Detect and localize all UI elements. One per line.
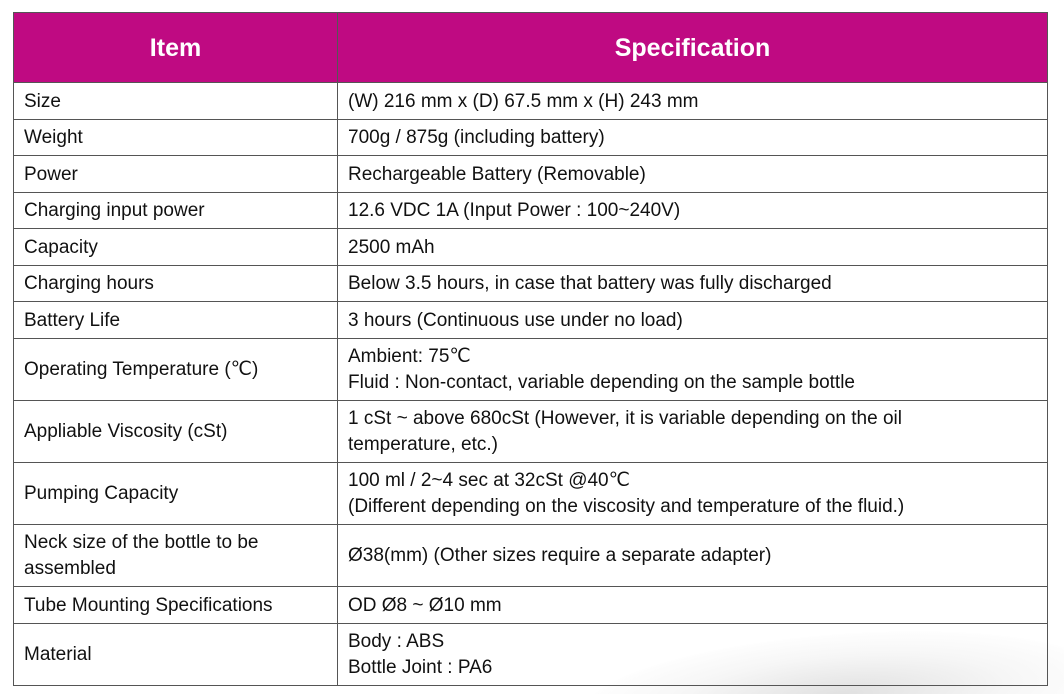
table-row (14, 339, 1048, 401)
header-item: Item (14, 13, 338, 83)
spec-text: Ambient: 75℃ (348, 346, 471, 367)
item-text: Size (24, 90, 61, 112)
item-cell (14, 401, 338, 463)
spec-text: 2500 mAh (348, 236, 435, 258)
spec-text: Fluid : Non-contact, variable depending on the sample bottle (348, 372, 855, 393)
item-text: Operating Temperature (℃) (24, 359, 259, 380)
spec-cell (338, 339, 1048, 401)
spec-cell (338, 525, 1048, 587)
spec-text: Ø38(mm) (Other sizes require a separate adapter) (348, 545, 772, 566)
spec-text: temperature, etc.) (348, 434, 498, 455)
spec-text: 12.6 VDC 1A (Input Power : 100~240V) (348, 200, 681, 221)
table-row (14, 120, 1048, 156)
spec-text: 100 ml / 2~4 sec at 32cSt @40℃ (348, 470, 630, 491)
item-text: Charging input power (24, 200, 205, 221)
table-header-row (14, 13, 1048, 83)
item-cell (14, 302, 338, 339)
item-cell (14, 83, 338, 120)
item-cell (14, 463, 338, 525)
spec-cell (338, 401, 1048, 463)
table-row (14, 587, 1048, 624)
table-row (14, 302, 1048, 339)
table-row (14, 463, 1048, 525)
spec-text: 700g / 875g (including battery) (348, 127, 605, 148)
item-cell (14, 587, 338, 624)
item-text: Power (24, 163, 78, 185)
spec-text: 3 hours (Continuous use under no load) (348, 309, 683, 331)
table-row (14, 401, 1048, 463)
table-row (14, 83, 1048, 120)
item-text: assembled (24, 558, 116, 579)
item-text: Tube Mounting Specifications (24, 594, 273, 616)
spec-text: Bottle Joint : PA6 (348, 657, 493, 678)
item-text: Charging hours (24, 273, 154, 294)
item-cell (14, 624, 338, 686)
spec-text: Rechargeable Battery (Removable) (348, 163, 646, 185)
header-specification: Specification (338, 13, 1048, 83)
item-cell (14, 266, 338, 302)
table-row (14, 624, 1048, 686)
item-text: Neck size of the bottle to be (24, 532, 259, 553)
item-text: Material (24, 644, 92, 665)
item-text: Battery Life (24, 309, 121, 331)
spec-cell (338, 624, 1048, 686)
spec-cell (338, 266, 1048, 302)
spec-text: (Different depending on the viscosity and temperature of the fluid.) (348, 496, 905, 517)
spec-cell (338, 229, 1048, 266)
item-text: Capacity (24, 236, 98, 258)
table-row (14, 266, 1048, 302)
item-text: Pumping Capacity (24, 483, 179, 504)
item-cell (14, 229, 338, 266)
item-cell (14, 193, 338, 229)
table-row (14, 229, 1048, 266)
table-row (14, 193, 1048, 229)
item-text: Weight (24, 127, 83, 148)
spec-text: Body : ABS (348, 631, 445, 652)
spec-cell (338, 193, 1048, 229)
item-text: Appliable Viscosity (cSt) (24, 421, 228, 442)
spec-text: (W) 216 mm x (D) 67.5 mm x (H) 243 mm (348, 90, 699, 112)
spec-cell (338, 302, 1048, 339)
spec-cell (338, 83, 1048, 120)
item-cell (14, 525, 338, 587)
spec-cell (338, 587, 1048, 624)
item-cell (14, 339, 338, 401)
spec-text: OD Ø8 ~ Ø10 mm (348, 594, 502, 616)
item-cell (14, 120, 338, 156)
spec-cell (338, 156, 1048, 193)
specification-table (13, 12, 1048, 686)
spec-cell (338, 463, 1048, 525)
spec-cell (338, 120, 1048, 156)
spec-text: Below 3.5 hours, in case that battery was fully discharged (348, 273, 832, 294)
table-row (14, 156, 1048, 193)
item-cell (14, 156, 338, 193)
table-row (14, 525, 1048, 587)
spec-text: 1 cSt ~ above 680cSt (However, it is variable depending on the oil (348, 408, 902, 429)
table-body (14, 83, 1048, 686)
